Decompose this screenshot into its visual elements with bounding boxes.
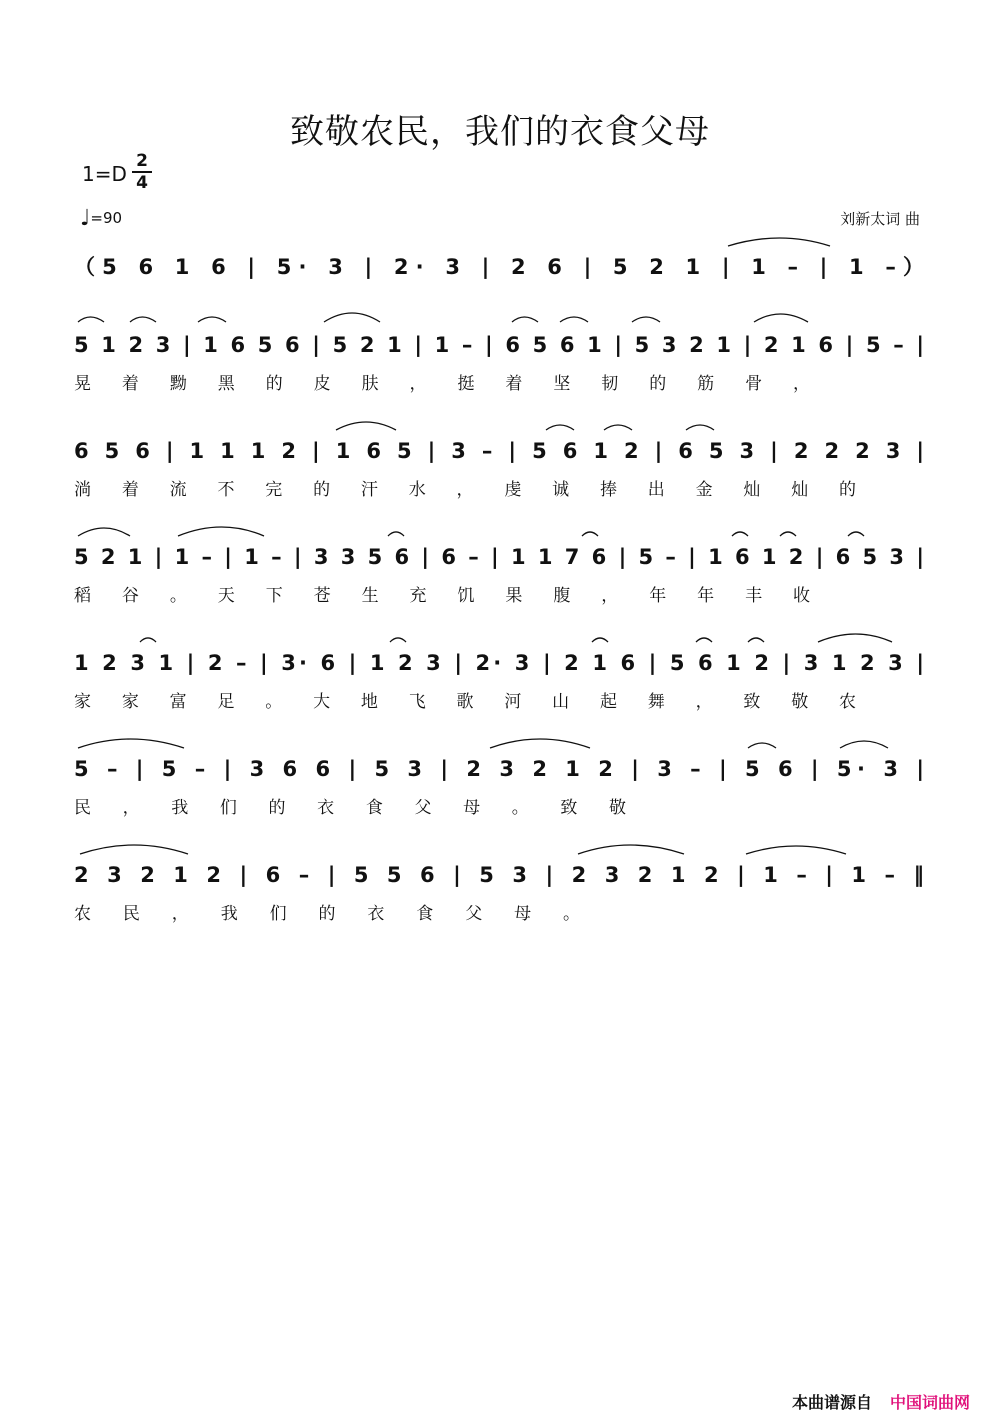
time-signature-top: 2 xyxy=(136,151,148,171)
notes-line-5: 1 2 3 1 | 2 – | 3· 6 | 1 2 3 | 2· 3 | 2 1 6 | 5 6 1 2 | 3 1 2 3 | xyxy=(74,651,924,675)
score-line-4 xyxy=(74,527,924,606)
page-title: 致敬农民，我们的衣食父母 xyxy=(290,112,710,152)
lyrics-line-6: 民，我们的衣食父母。致敬 xyxy=(74,798,626,818)
score-line-2 xyxy=(74,313,924,394)
source-label: 本曲谱源自 xyxy=(792,1393,873,1412)
lyrics-line-7: 农民，我们的衣食父母。 xyxy=(74,904,580,924)
notes-line-4: 5 2 1 | 1 – | 1 – | 3 3 5 6 | 6 – | 1 1 7 6 | 5 – | 1 6 1 2 | 6 5 3 | xyxy=(74,545,925,569)
source-site-link[interactable]: 中国词曲网 xyxy=(890,1393,971,1412)
credit: 刘新太词 曲 xyxy=(840,210,920,228)
score-line-6 xyxy=(74,739,924,818)
notes-line-7: 2 3 2 1 2 | 6 – | 5 5 6 | 5 3 | 2 3 2 1 2 | 1 – | 1 – ‖ xyxy=(74,863,925,887)
score-line-5 xyxy=(74,634,924,712)
tempo-value: =90 xyxy=(90,209,123,227)
score-line-1 xyxy=(74,238,924,280)
source-footer xyxy=(792,1390,970,1413)
notes-line-6: 5 – | 5 – | 3 6 6 | 5 3 | 2 3 2 1 2 | 3 – | 5 6 | 5· 3 | xyxy=(74,757,924,781)
lyrics-line-3: 淌着流不完的汗水，虔诚捧出金灿灿的 xyxy=(74,480,856,500)
lyrics-line-2: 晃着黝黑的皮肤，挺着坚韧的筋骨， xyxy=(74,374,810,394)
notes-line-2: 5 1 2 3 | 1 6 5 6 | 5 2 1 | 1 – | 6 5 6 1 | 5 3 2 1 | 2 1 6 | 5 – | xyxy=(74,333,924,357)
key-signature: 1=D xyxy=(82,162,127,186)
time-signature-bottom: 4 xyxy=(136,173,148,193)
lyrics-line-4: 稻谷。天下苍生充饥果腹，年年丰收 xyxy=(74,586,810,606)
score-line-7 xyxy=(74,845,924,924)
lyrics-line-5: 家家富足。大地飞歌河山起舞，致敬农 xyxy=(74,692,856,712)
score-line-3 xyxy=(74,422,924,500)
notes-line-3: 6 5 6 | 1 1 1 2 | 1 6 5 | 3 – | 5 6 1 2 | 6 5 3 | 2 2 2 3 | xyxy=(74,439,924,463)
quarter-note-icon: ♩ xyxy=(80,206,91,231)
notes-line-1: （5 6 1 6 | 5· 3 | 2· 3 | 2 6 | 5 2 1 | 1 – | 1 –） xyxy=(74,255,924,279)
